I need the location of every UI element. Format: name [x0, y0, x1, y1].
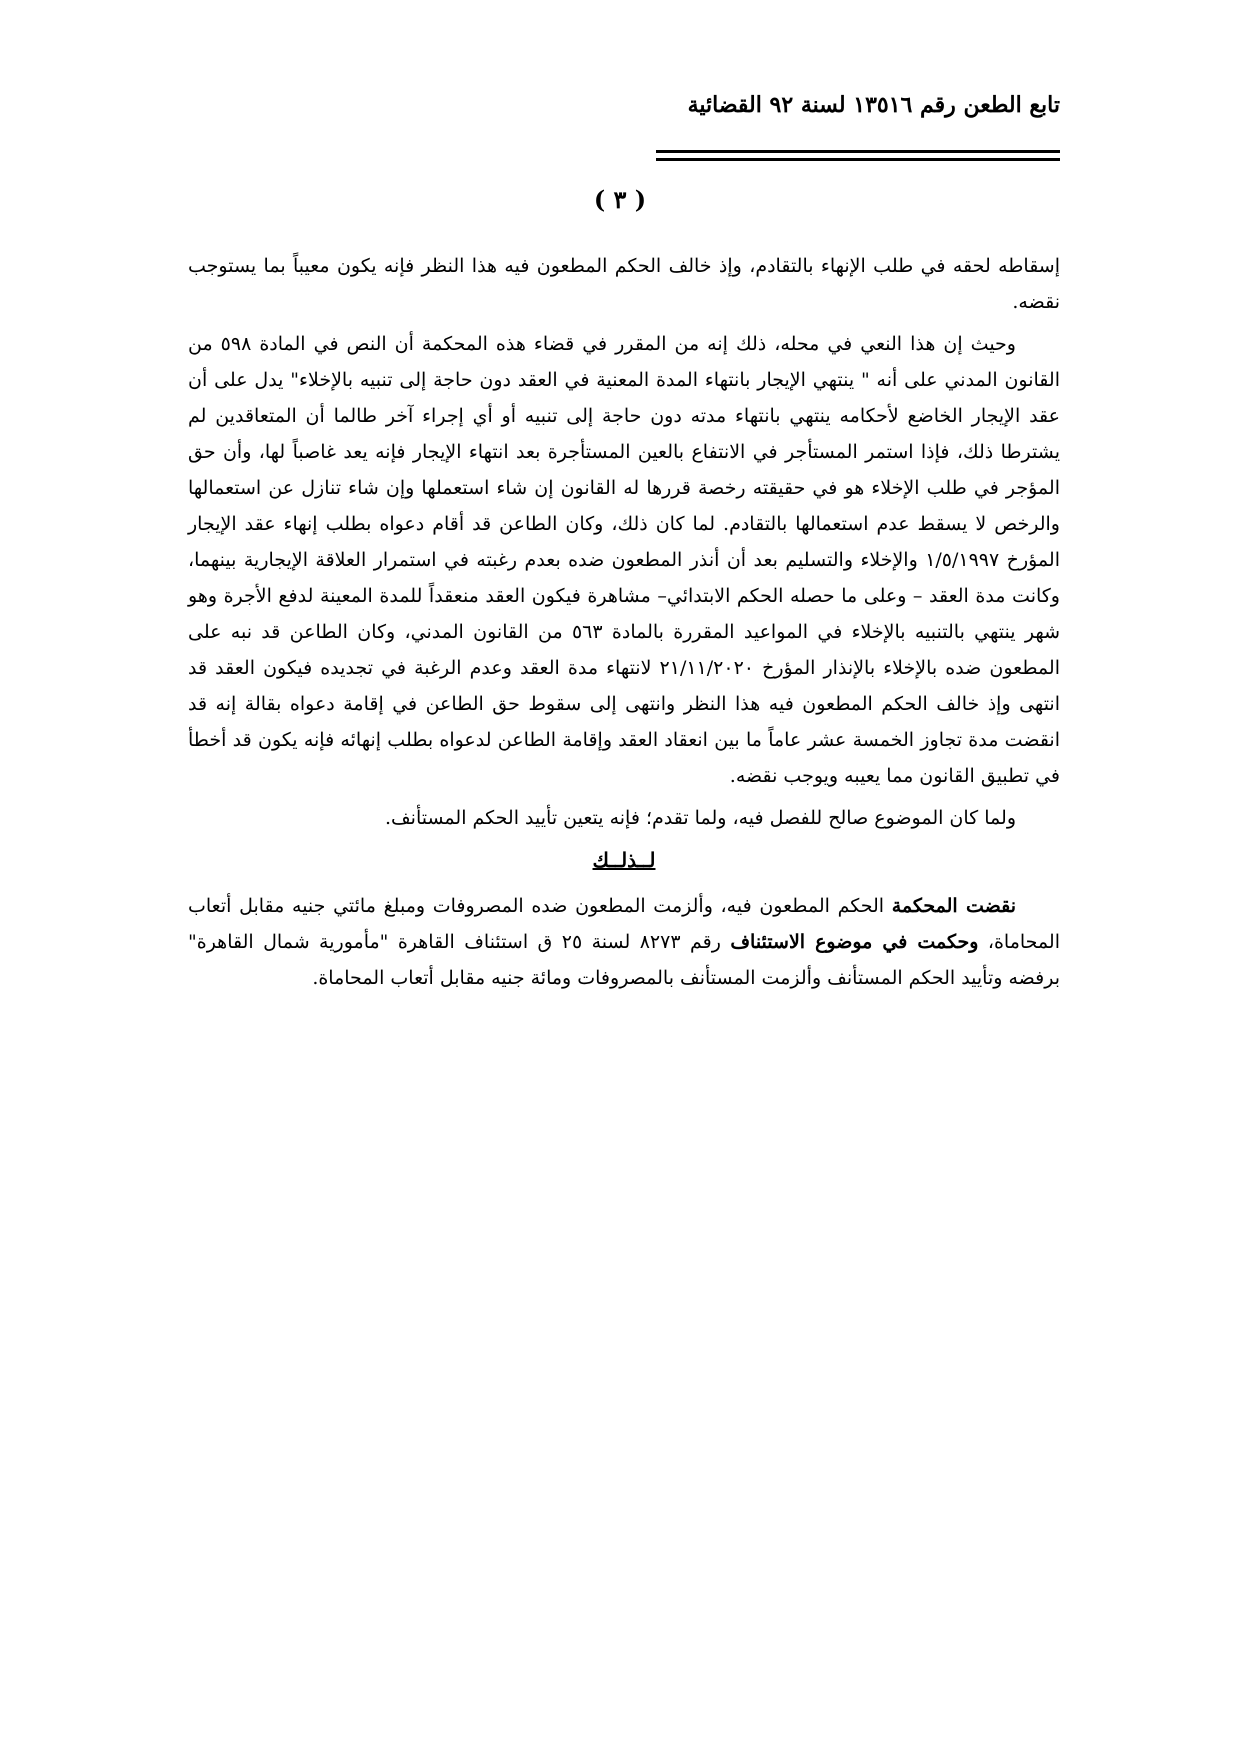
section-heading [188, 842, 1060, 878]
header-rule-top [656, 150, 1060, 153]
paragraph-3: ولما كان الموضوع صالح للفصل فيه، ولما تقدم؛ فإنه يتعين تأييد الحكم المستأنف. [384, 807, 1016, 829]
page-number: ( ٣ ) [593, 185, 647, 214]
paragraph-1: إسقاطه لحقه في طلب الإنهاء بالتقادم، وإذ خالف الحكم المطعون فيه هذا النظر فإنه يكون معيباً بما يستوجب نقضه. [188, 255, 1060, 313]
ruling-text-1: الحكم المطعون فيه، وألزمت المطعون ضده المصروفات ومبلغ مائتي جنيه مقابل أتعاب المحاماة، [188, 895, 1060, 953]
case-header-title: تابع الطعن رقم ١٣٥١٦ لسنة ٩٢ القضائية [687, 92, 1060, 118]
judgment-body [188, 248, 1060, 1002]
paragraph-2: وحيث إن هذا النعي في محله، ذلك إنه من المقرر في قضاء هذه المحكمة أن النص في المادة ٥٩٨ من القانون المدني على أنه " ينتهي الإيجار بانتهاء المدة المعنية في العقد دون حاجة إلى تنبيه بالإخلاء" يدل على أن عقد الإيجار الخاضع لأحكامه ينتهي بانتهاء مدته دون حاجة إلى تنبيه أو أي إجراء آخر طالما أن المتعاقدين لم يشترطا ذلك، فإذا استمر المستأجر في الانتفاع بالعين المستأجرة بعد انتهاء الإيجار فإنه يعد غاصباً لها، وأن حق المؤجر في طلب الإخلاء هو في حقيقته رخصة قررها له القانون إن شاء استعملها وإن شاء تنازل عن استعمالها والرخص لا يسقط عدم استعمالها بالتقادم. لما كان ذلك، وكان الطاعن قد أقام دعواه بطلب إنهاء عقد الإيجار المؤرخ ١/٥/١٩٩٧ والإخلاء والتسليم بعد أن أنذر المطعون ضده بعدم رغبته في استمرار العلاقة الإيجارية بينهما، وكانت مدة العقد – وعلى ما حصله الحكم الابتدائي– مشاهرة فيكون العقد منعقداً للمدة المعينة لدفع الأجرة وهو شهر ينتهي بالتنبيه بالإخلاء في المواعيد المقررة بالمادة ٥٦٣ من القانون المدني، وكان الطاعن قد نبه على المطعون ضده بالإخلاء بالإنذار المؤرخ ٢١/١١/٢٠٢٠ لانتهاء مدة العقد وعدم الرغبة في تجديده فيكون العقد قد انتهى وإذ خالف الحكم المطعون فيه هذا النظر وانتهى إلى سقوط حق الطاعن في إقامة دعواه بقالة إنه قد انقضت مدة تجاوز الخمسة عشر عاماً ما بين انعقاد العقد وإقامة الطاعن لدعواه بطلب إنهائه فإنه يكون قد أخطأ في تطبيق القانون مما يعيبه ويوجب نقضه. [188, 333, 1061, 787]
ruling-bold-2: وحكمت في موضوع الاستئناف [730, 931, 979, 953]
section-heading-text: لــذلــك [592, 848, 656, 872]
ruling-bold-1: نقضت المحكمة [891, 895, 1016, 917]
ruling-text-2: رقم ٨٢٧٣ لسنة ٢٥ ق استئناف القاهرة "مأمورية شمال القاهرة" برفضه وتأييد الحكم المستأنف وألزمت المستأنف بالمصروفات ومائة جنيه مقابل أتعاب المحاماة. [188, 931, 1060, 989]
ruling-paragraph [188, 888, 1060, 996]
header-rule-bottom [656, 158, 1060, 161]
